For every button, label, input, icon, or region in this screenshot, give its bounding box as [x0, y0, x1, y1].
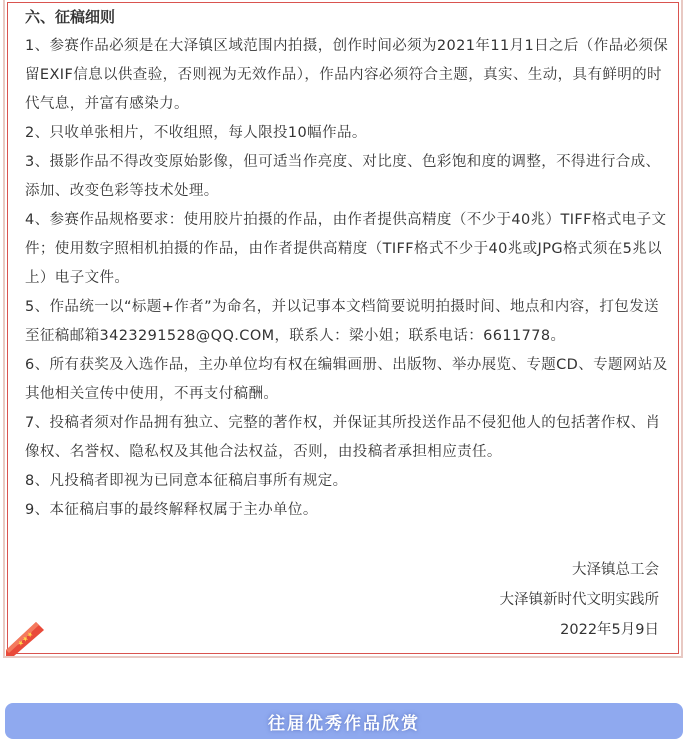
rules-content — [25, 0, 670, 525]
rule-item-8: 8、凡投稿者即视为已同意本征稿启事所有规定。 — [25, 473, 348, 489]
rule-item-2: 2、只收单张相片，不收组照，每人限投10幅作品。 — [25, 125, 367, 141]
past-works-label: 往届优秀作品欣赏 — [268, 713, 420, 734]
signature-org1: 大泽镇总工会 — [572, 562, 659, 578]
signature-date: 2022年5月9日 — [560, 622, 659, 638]
rule-item-1: 1、参赛作品必须是在大泽镇区域范围内拍摄，创作时间必须为2021年11月1日之后（作品必须保留EXIF信息以供查验，否则视为无效作品），作品内容必须符合主题，真实、生动，具有鲜明的时代气息，并富有感染力。 — [25, 38, 669, 112]
section-heading: 六、征稿细则 — [25, 8, 116, 26]
rule-item-5: 5、作品统一以“标题+作者”为命名，并以记事本文档简要说明拍摄时间、地点和内容，打包发送至征稿邮箱3423291528@QQ.COM，联系人：梁小姐；联系电话：6611778。 — [25, 299, 659, 344]
rule-item-7: 7、投稿者须对作品拥有独立、完整的著作权，并保证其所投送作品不侵犯他人的包括著作权、肖像权、名誉权、隐私权及其他合法权益，否则，由投稿者承担相应责任。 — [25, 415, 661, 460]
rule-item-9: 9、本征稿启事的最终解释权属于主办单位。 — [25, 502, 318, 518]
rule-item-3: 3、摄影作品不得改变原始影像，但可适当作亮度、对比度、色彩饱和度的调整，不得进行合成、添加、改变色彩等技术处理。 — [25, 154, 661, 199]
past-works-button[interactable] — [5, 703, 683, 739]
rule-item-6: 6、所有获奖及入选作品，主办单位均有权在编辑画册、出版物、举办展览、专题CD、专题网站及其他相关宣传中使用，不再支付稿酬。 — [25, 357, 668, 402]
svg-text:★★★: ★★★ — [15, 629, 36, 649]
signature-org2: 大泽镇新时代文明实践所 — [499, 592, 659, 608]
corner-ribbon-icon — [6, 620, 44, 656]
rule-item-4: 4、参赛作品规格要求：使用胶片拍摄的作品，由作者提供高精度（不少于40兆）TIFF格式电子文件；使用数字照相机拍摄的作品，由作者提供高精度（TIFF格式不少于40兆或JPG格式须在5兆以上）电子文件。 — [25, 212, 667, 286]
rules-card — [3, 0, 683, 658]
